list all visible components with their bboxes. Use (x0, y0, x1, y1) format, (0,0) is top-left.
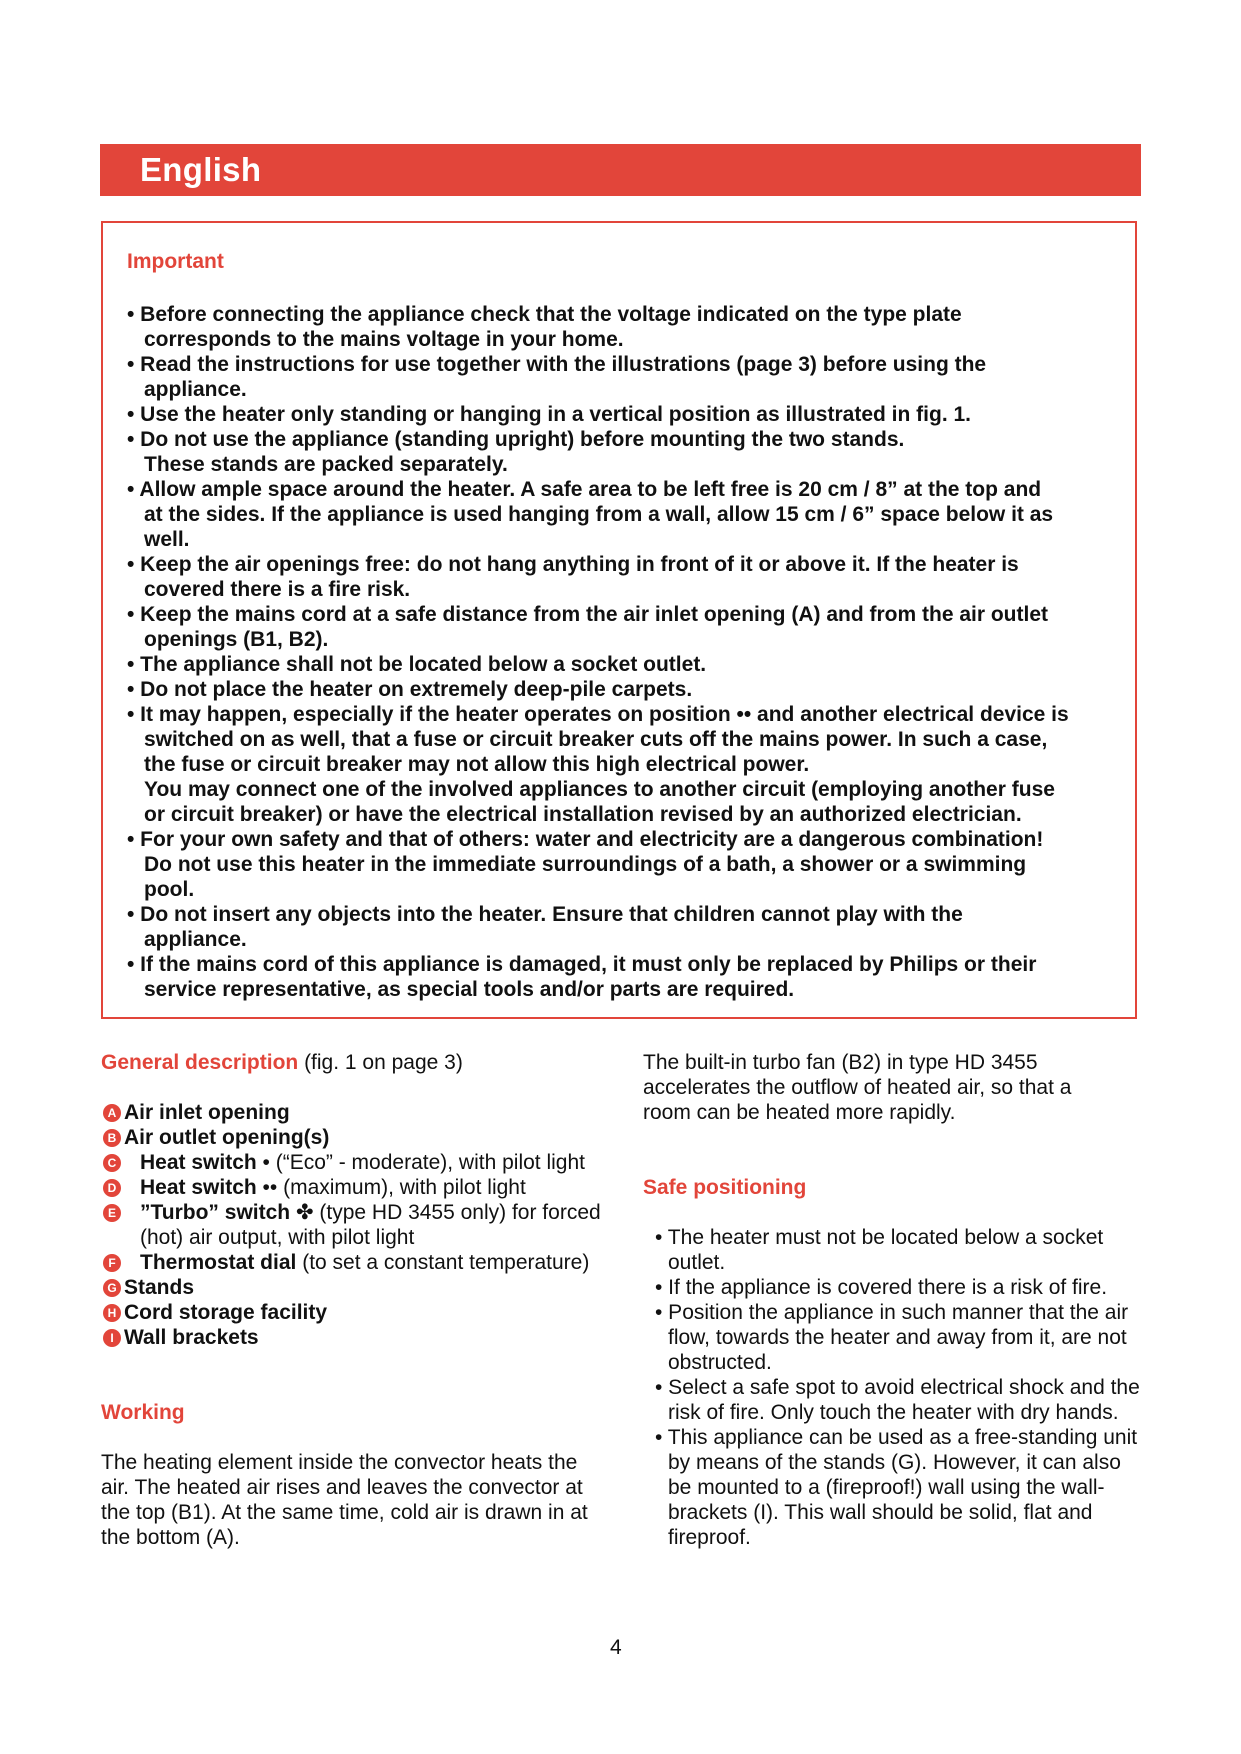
part-letter-icon: F (103, 1254, 121, 1272)
important-item-first: • Keep the mains cord at a safe distance from the air inlet opening (A) and from the air outlet (127, 603, 1049, 626)
part-name: Heat switch (140, 1151, 257, 1174)
important-item-line: service representative, as special tools and/or parts are required. (144, 978, 795, 1001)
language-title: English (140, 151, 262, 188)
part-letter-icon: H (103, 1304, 121, 1322)
part-item (101, 1100, 601, 1125)
part-letter-icon: A (103, 1104, 121, 1122)
part-name: Stands (124, 1276, 195, 1299)
part-name: Air inlet opening (124, 1101, 290, 1124)
important-item (127, 552, 1127, 602)
important-item-first: • Allow ample space around the heater. A safe area to be left free is 20 cm / 8” at the top and (127, 478, 1042, 501)
important-item-line: pool. (144, 878, 195, 901)
part-item (101, 1300, 601, 1325)
important-item-first: • For your own safety and that of others: water and electricity are a dangerous combination! (127, 828, 1044, 851)
part-name: ”Turbo” switch ✤ (140, 1201, 314, 1224)
important-item-line: switched on as well, that a fuse or circuit breaker cuts off the mains power. In such a case, (144, 728, 1048, 751)
important-item (127, 952, 1127, 1002)
part-letter-icon: E (103, 1204, 121, 1222)
important-item (127, 827, 1127, 902)
part-item (101, 1150, 601, 1175)
part-letter-icon: D (103, 1179, 121, 1197)
left-column (101, 1050, 601, 1550)
part-name: Wall brackets (124, 1326, 259, 1349)
part-detail: • (“Eco” - moderate), with pilot light (256, 1151, 585, 1174)
important-item (127, 427, 1127, 477)
important-item-line: or circuit breaker) or have the electrical installation revised by an authorized electrician. (144, 803, 1022, 826)
important-item (127, 677, 1127, 702)
part-item (101, 1275, 601, 1300)
important-item (127, 402, 1127, 427)
important-item-first: • Keep the air openings free: do not hang anything in front of it or above it. If the heater is (127, 553, 1019, 576)
part-name: Cord storage facility (124, 1301, 328, 1324)
right-column (643, 1050, 1143, 1550)
working-text: The heating element inside the convector heats the air. The heated air rises and leaves the convector at the top (B1). At the same time, cold air is drawn in at the bottom (A). (101, 1451, 588, 1549)
important-item-first: • The appliance shall not be located below a socket outlet. (127, 653, 707, 676)
general-heading-line (101, 1050, 601, 1075)
part-item (101, 1125, 601, 1150)
important-item-first: • Do not place the heater on extremely deep-pile carpets. (127, 678, 693, 701)
safe-item: • If the appliance is covered there is a risk of fire. (655, 1276, 1108, 1299)
important-item (127, 302, 1127, 352)
part-letter-icon: B (103, 1129, 121, 1147)
general-heading: General description (101, 1051, 299, 1074)
important-heading: Important (127, 250, 224, 273)
safe-item: • The heater must not be located below a socket outlet. (655, 1226, 1104, 1274)
part-name: Thermostat dial (140, 1251, 297, 1274)
parts-list (101, 1100, 601, 1350)
important-item-line: corresponds to the mains voltage in your home. (144, 328, 624, 351)
important-item-line: the fuse or circuit breaker may not allow this high electrical power. (144, 753, 810, 776)
part-item (101, 1325, 601, 1350)
part-letter-icon: I (103, 1329, 121, 1347)
important-item-first: • Read the instructions for use together with the illustrations (page 3) before using the (127, 353, 987, 376)
part-letter-icon: C (103, 1154, 121, 1172)
important-item-first: • It may happen, especially if the heater operates on position •• and another electrical device is (127, 703, 1069, 726)
safe-list (643, 1225, 1140, 1550)
important-item-line: appliance. (144, 928, 247, 951)
part-item (101, 1250, 601, 1275)
important-item-first: • Do not insert any objects into the heater. Ensure that children cannot play with the (127, 903, 963, 926)
important-item-line: covered there is a fire risk. (144, 578, 411, 601)
important-item (127, 652, 1127, 677)
general-ref: (fig. 1 on page 3) (298, 1051, 463, 1074)
important-item-line: appliance. (144, 378, 247, 401)
important-item-line: well. (144, 528, 190, 551)
important-item (127, 902, 1127, 952)
important-item (127, 602, 1127, 652)
important-list (127, 302, 1127, 1002)
part-detail: •• (maximum), with pilot light (256, 1176, 526, 1199)
part-detail: (to set a constant temperature) (296, 1251, 590, 1274)
turbo-text: The built-in turbo fan (B2) in type HD 3455 accelerates the outflow of heated air, so that a room can be heated more rapidly. (643, 1051, 1072, 1124)
important-item (127, 477, 1127, 552)
working-heading: Working (101, 1401, 185, 1424)
part-item (101, 1175, 601, 1200)
important-item-line: You may connect one of the involved appliances to another circuit (employing another fuse (144, 778, 1055, 801)
important-item-line: openings (B1, B2). (144, 628, 329, 651)
important-item-line: These stands are packed separately. (144, 453, 508, 476)
important-item-first: • If the mains cord of this appliance is damaged, it must only be replaced by Philips or their (127, 953, 1037, 976)
important-item-line: Do not use this heater in the immediate surroundings of a bath, a shower or a swimming (144, 853, 1027, 876)
important-item-first: • Do not use the appliance (standing upright) before mounting the two stands. (127, 428, 905, 451)
part-name: Air outlet opening(s) (124, 1126, 330, 1149)
important-item-first: • Use the heater only standing or hanging in a vertical position as illustrated in fig. 1. (127, 403, 971, 426)
part-detail: (type HD 3455 only) for forced (hot) air output, with pilot light (140, 1201, 601, 1249)
part-name: Heat switch (140, 1176, 257, 1199)
page-number: 4 (610, 1636, 622, 1659)
important-box (101, 221, 1137, 1019)
important-item (127, 352, 1127, 402)
safe-item: • Position the appliance in such manner that the air flow, towards the heater and away from it, are not obstructed. (655, 1301, 1129, 1374)
part-item (101, 1200, 601, 1250)
safe-item: • Select a safe spot to avoid electrical shock and the risk of fire. Only touch the heater with dry hands. (655, 1376, 1140, 1424)
important-item (127, 702, 1127, 827)
important-item-line: at the sides. If the appliance is used hanging from a wall, allow 15 cm / 6” space below it as (144, 503, 1054, 526)
part-letter-icon: G (103, 1279, 121, 1297)
language-banner (100, 144, 1141, 196)
important-item-first: • Before connecting the appliance check that the voltage indicated on the type plate (127, 303, 962, 326)
safe-item: • This appliance can be used as a free-standing unit by means of the stands (G). However, it can also be mounted to a (fireproof!) wall using the wall-brackets (I). This wall should be solid, flat and fireproof. (655, 1426, 1138, 1549)
safe-heading: Safe positioning (643, 1176, 807, 1199)
